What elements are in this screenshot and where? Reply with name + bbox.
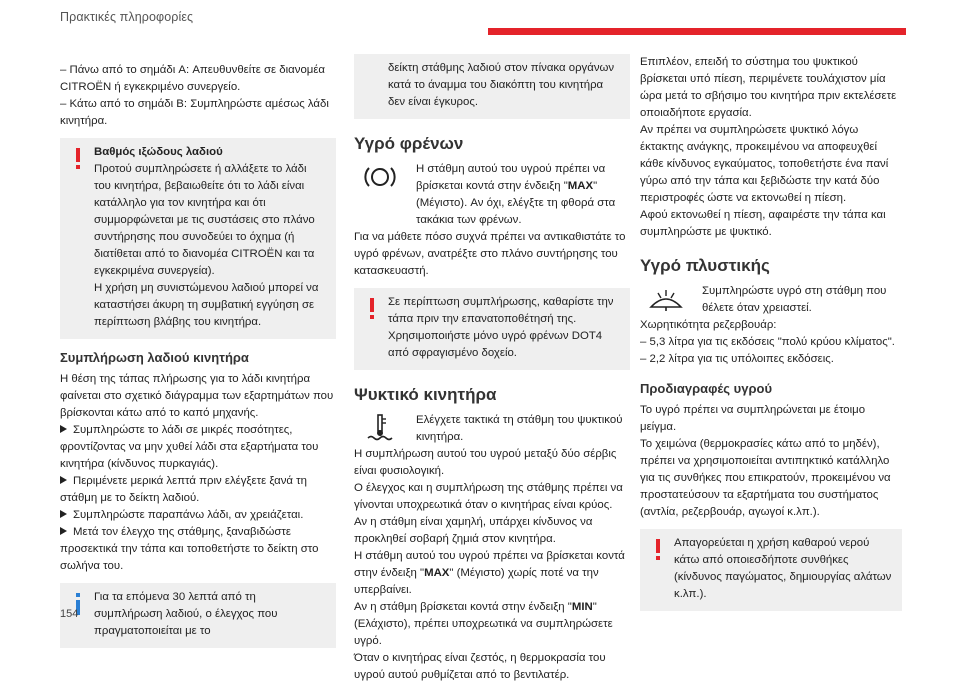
- coolant-hot-text: Όταν ο κινητήρας είναι ζεστός, η θερμοκρασία του υγρού αυτού ρυθμίζεται από το βεντιλατέρ.: [354, 652, 606, 681]
- coolant-cold-text: Ο έλεγχος και η συμπλήρωση της στάθμης πρέπει να γίνονται υποχρεωτικά όταν ο κινητήρας είναι κρύος.: [354, 482, 623, 511]
- oil-grade-warning-box: [60, 138, 336, 339]
- arrow-right-icon: [60, 510, 67, 518]
- column-3: [640, 54, 902, 619]
- page-number: 154: [60, 608, 79, 620]
- coolant-max-text: Η στάθμη αυτού του υγρού πρέπει να βρίσκεται κοντά στην ένδειξη "MAX" (Μέγιστο) χωρίς ποτέ να την υπερβαίνει.: [354, 550, 625, 596]
- column-2: [354, 54, 630, 684]
- brake-fluid-title: Υγρό φρένων: [354, 134, 464, 153]
- oil-topup-step: Μετά τον έλεγχο της στάθμης, ξαναβιδώστε προσεκτικά την τάπα και τοποθετήστε το δείκτη στο σωλήνα του.: [60, 526, 319, 572]
- brake-fluid-level-text: Η στάθμη αυτού του υγρού πρέπει να βρίσκεται κοντά στην ένδειξη "MAX" (Μέγιστο). Αν όχι, ελέγξτε τη φθορά στα τακάκια των φρένων.: [416, 163, 616, 226]
- brake-fluid-warning-text: Σε περίπτωση συμπλήρωσης, καθαρίστε την τάπα πριν την επανατοποθέτησή της. Χρησιμοποιήστε μόνο υγρό φρένων DOT4 από σφραγισμένο δοχείο.: [388, 296, 614, 359]
- washer-spec-title: Προδιαγραφές υγρού: [640, 381, 773, 396]
- washer-fluid-block: [640, 283, 902, 317]
- coolant-normal-text: Η συμπλήρωση αυτού του υγρού μεταξύ δύο σέρβις είναι φυσιολογική.: [354, 448, 617, 477]
- header-accent-bar: [488, 28, 906, 35]
- arrow-right-icon: [60, 425, 67, 433]
- washer-fluid-title: Υγρό πλυστικής: [640, 256, 770, 275]
- oil-topup-title: Συμπλήρωση λαδιού κινητήρα: [60, 350, 249, 365]
- oil-info-box-continued: [354, 54, 630, 119]
- brake-fluid-warning-box: [354, 288, 630, 370]
- oil-grade-title: Βαθμός ιξώδους λαδιού: [94, 146, 223, 158]
- exclamation-icon: [70, 148, 86, 170]
- coolant-temperature-icon: [362, 414, 398, 442]
- washer-capacity-label: Χωρητικότητα ρεζερβουάρ:: [640, 319, 777, 331]
- arrow-right-icon: [60, 527, 67, 535]
- arrow-right-icon: [60, 476, 67, 484]
- coolant-emergency-text: Αν πρέπει να συμπληρώσετε ψυκτικό λόγω έκτακτης ανάγκης, προκειμένου να αποφευχθεί κάθε κίνδυνος εγκαύματος, τοποθετήστε ένα πανί γύρω από την τάπα και ξεβιδώστε την κατά δύο περιστροφές ώστε να εκτονωθεί η πίεση.: [640, 124, 889, 204]
- oil-info-box: [60, 583, 336, 648]
- oil-topup-step: Συμπληρώστε το λάδι σε μικρές ποσότητες, φροντίζοντας να μην χυθεί λάδι στα εξαρτήματα του κινητήρα (κίνδυνος πυρκαγιάς).: [60, 424, 319, 470]
- washer-capacity-other: – 2,2 λίτρα για τις υπόλοιπες εκδόσεις.: [640, 353, 834, 365]
- brake-fluid-block: [354, 161, 630, 229]
- oil-topup-text: Η θέση της τάπας πλήρωσης για το λάδι κινητήρα φαίνεται στο σχετικό διάγραμμα των εξαρτημάτων που βρίσκονται κάτω από το καπό μηχανής.: [60, 373, 334, 419]
- brake-warning-icon: [362, 163, 398, 191]
- washer-fluid-intro: Συμπληρώστε υγρό στη στάθμη που θέλετε όταν χρειαστεί.: [702, 285, 887, 314]
- coolant-low-text: Αν η στάθμη είναι χαμηλή, υπάρχει κίνδυνος να προκληθεί σοβαρή ζημιά στον κινητήρα.: [354, 516, 593, 545]
- column-1: [60, 62, 336, 656]
- oil-level-note-above: – Πάνω από το σημάδι A: Απευθυνθείτε σε διανομέα CITROËN ή εγκεκριμένο συνεργείο.: [60, 64, 326, 93]
- oil-grade-warranty-text: Η χρήση μη συνιστώμενου λαδιού μπορεί να καταστήσει άκυρη τη συμβατική εγγύηση σε περίπτωση βλάβης του κινητήρα.: [94, 282, 319, 328]
- coolant-title: Ψυκτικό κινητήρα: [354, 385, 497, 404]
- oil-level-note-below: – Κάτω από το σημάδι B: Συμπληρώστε αμέσως λάδι κινητήρα.: [60, 98, 329, 127]
- coolant-min-text: Αν η στάθμη βρίσκεται κοντά στην ένδειξη "MIN" (Ελάχιστο), πρέπει υποχρεωτικά να συμπληρώσετε υγρό.: [354, 601, 613, 647]
- oil-info-text: Για τα επόμενα 30 λεπτά από τη συμπλήρωση λαδιού, ο έλεγχος που πραγματοποιείται με το: [94, 591, 278, 637]
- exclamation-icon: [650, 539, 666, 561]
- washer-fluid-icon: [648, 285, 684, 313]
- oil-info-text-continued: δείκτη στάθμης λαδιού στον πίνακα οργάνων κατά το άναμμα του διακόπτη του κινητήρα δεν είναι έγκυρος.: [388, 62, 615, 108]
- coolant-check-text: Ελέγχετε τακτικά τη στάθμη του ψυκτικού κινητήρα.: [416, 414, 623, 443]
- page-section-title: Πρακτικές πληροφορίες: [60, 10, 194, 24]
- brake-fluid-interval-text: Για να μάθετε πόσο συχνά πρέπει να αντικαθιστάτε το υγρό φρένων, ανατρέξτε στο πλάνο συντήρησης του κατασκευαστή.: [354, 231, 626, 277]
- washer-warning-text: Απαγορεύεται η χρήση καθαρού νερού κάτω από οποιεσδήποτε συνθήκες (κίνδυνος παγώματος, δημιουργίας αλάτων κ.λπ.).: [674, 537, 892, 600]
- oil-topup-step: Συμπληρώστε παραπάνω λάδι, αν χρειάζεται.: [60, 507, 336, 524]
- coolant-block: [354, 412, 630, 446]
- exclamation-icon: [364, 298, 380, 320]
- coolant-pressure-text: Επιπλέον, επειδή το σύστημα του ψυκτικού βρίσκεται υπό πίεση, περιμένετε τουλάχιστον μία ώρα μετά το σβήσιμο του κινητήρα πριν εκτελέσετε οποιαδήποτε εργασία.: [640, 56, 897, 119]
- washer-spec-winter: Το χειμώνα (θερμοκρασίες κάτω από το μηδέν), πρέπει να χρησιμοποιείται αντιπηκτικό κατάλληλο για τις συνθήκες που επικρατούν, προκειμένου να προστατεύσουν τα εξαρτήματα του συστήματος (αντλία, ρεζερβουάρ, αγωγοί κ.λπ.).: [640, 438, 891, 518]
- washer-spec-mix: Το υγρό πρέπει να συμπληρώνεται με έτοιμο μείγμα.: [640, 404, 866, 433]
- coolant-refill-text: Αφού εκτονωθεί η πίεση, αφαιρέστε την τάπα και συμπληρώστε με ψυκτικό.: [640, 209, 886, 238]
- washer-capacity-cold: – 5,3 λίτρα για τις εκδόσεις "πολύ κρύου κλίματος".: [640, 336, 895, 348]
- oil-grade-text: Προτού συμπληρώσετε ή αλλάξετε το λάδι του κινητήρα, βεβαιωθείτε ότι το λάδι είναι κατάλληλο για τον κινητήρα και ότι συμμορφώνεται με τις συστάσεις στο πλάνο συντήρησης που συνοδεύει το όχημα (ή διατίθεται από το διανομέα CITROËN και τα εγκεκριμένα συνεργεία).: [94, 163, 315, 277]
- washer-warning-box: [640, 529, 902, 611]
- oil-topup-step: Περιμένετε μερικά λεπτά πριν ελέγξετε ξανά τη στάθμη με το δείκτη λαδιού.: [60, 475, 308, 504]
